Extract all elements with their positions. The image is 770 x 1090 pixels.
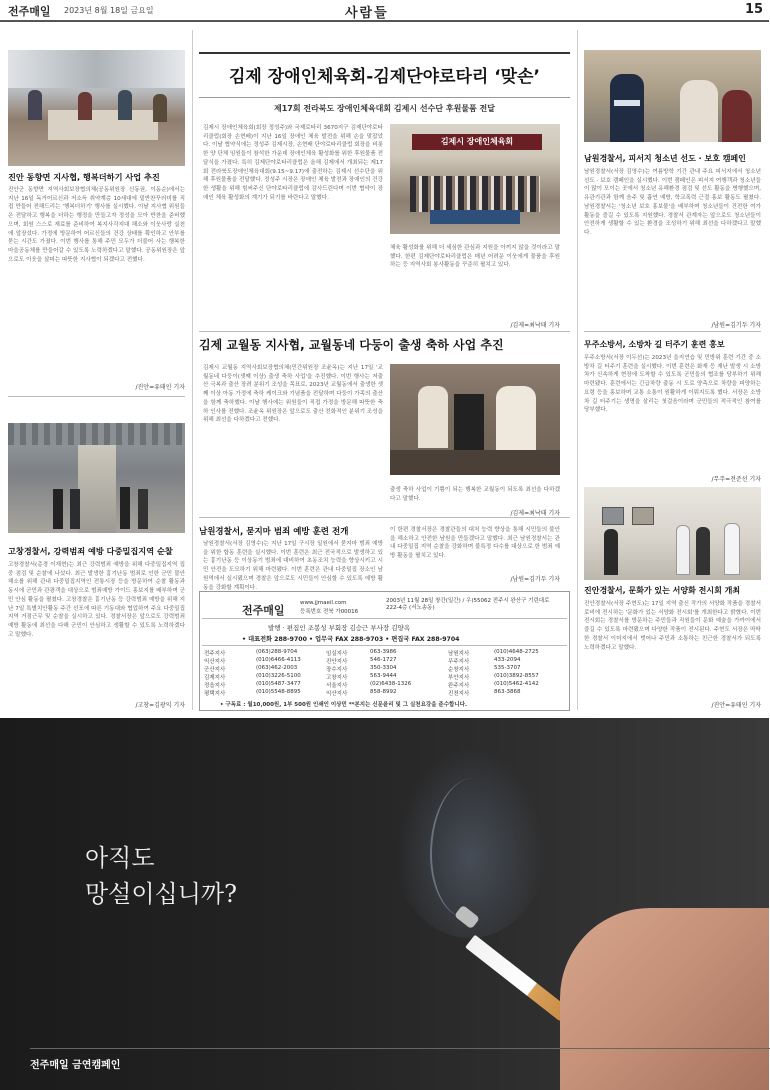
branch-name: 김제지사: [204, 675, 226, 681]
branch-name: 순창지사: [448, 667, 470, 673]
smoke-wisp: [430, 778, 510, 918]
branch-phone: 433-2094: [494, 657, 521, 663]
article-headline: 무주소방서, 소방차 길 터주기 훈련 홍보: [584, 340, 725, 349]
page-number: 15: [745, 2, 764, 17]
article-body: 남원경찰서(서장 김영수)는 지난 17일 구시장 일원에서 묻지마 범죄 예방을 위한 합동 훈련을 실시했다. 이번 훈련은 최근 전국적으로 발생하고 있는 흉기난동 등 이상동기 범죄에 대비하여 초동조치 능력을 향상시키고 시민 안전을 도모하기 위해 마련됐다. 이번 훈련은 관내 다중밀집 장소인 남원역에서 실시됐으며 경찰은 앞으로도 시민들이 안심할 수 있도록 예방 활동을 강화할 계획이다.: [203, 541, 383, 591]
event-banner: [412, 134, 542, 150]
branch-name: 부안지사: [448, 675, 470, 681]
article-byline: /김제=최낙태 기자: [510, 322, 560, 329]
article-body: 진안군 동향면 지역사회보장협의체(공동위원장 신동권, 이동순)에서는 지난 16일 독거어르신과 저소득 취약계층 10세대에 밑반찬꾸러미를 직접 만들어 전해드리는 '행복더하기' 행사를 실시했다. 이날 지사협 위원들은 전달하고 행복을 더하는 행정을 만들고자 정성을 모아 반찬을 준비했으며, 회원 스스로 재료를 준비하여 복지사각지대 해소와 이웃사랑 실천에 앞장섰다. 가정에 방문하여 어르신들의 건강 상태를 확인하고 안부를 묻는 시간도 가졌다. 이번 행사를 통해 주민 모두가 더불어 사는 행복한 마을공동체를 만들어갈 수 있도록 노력하겠다고 말했다. 공동위원장은 앞으로도 이웃을 살피는 따뜻한 지사협이 되겠다고 전했다.: [8, 187, 185, 263]
branch-phone: 063-3986: [370, 649, 397, 655]
section-title: 사람들: [345, 6, 389, 21]
article-body: 체육 활성화를 위해 더 세심한 관심과 지원을 아끼지 않을 것이라고 말했다. 한편 김제단야로타리클럽은 매년 어려운 이웃에게 물품을 후원하는 등 지역사회 봉사활동을 꾸준히 펼치고 있다.: [390, 245, 560, 269]
branch-phone: (010)5487-3477: [256, 681, 301, 687]
article-body: 남원경찰서(서장 김영수)는 여름방학 기간 관내 주요 피서지에서 청소년 선도 · 보호 캠페인을 실시했다. 이번 캠페인은 피서지 여행객과 청소년들이 많이 모이는 곳에서 청소년 유해환경 점검 및 선도 활동을 병행했으며, 유관기관과 함께 음주 및 흡연 예방, 학교폭력 근절 홍보 활동도 펼쳤다. 남원경찰서는 '청소년 보호 홍보물'을 배부하며 청소년들이 건전한 여가 활동을 즐길 수 있도록 지원했다. 경찰서 관계자는 앞으로도 청소년들이 안전하게 생활할 수 있는 환경을 조성하기 위해 최선을 다하겠다고 말했다.: [584, 169, 761, 236]
article-body: 이 한편 경찰서장은 경찰관들의 대처 능력 향상을 통해 시민들의 불안을 해소하고 안전한 남원을 만들겠다고 말했다. 최근 남원경찰서는 관내 다중밀집 지역 순찰을 강화하며 불특정 다수를 대상으로 한 범죄 예방 활동을 펼치고 있다.: [390, 527, 560, 560]
divider: [199, 517, 570, 518]
divider: [202, 618, 567, 619]
cigarette: [465, 935, 569, 1021]
branch-name: 익산지사: [326, 691, 348, 697]
branch-phone: 350-3304: [370, 665, 397, 671]
hand: [560, 908, 769, 1090]
article-byline: /무주=전준선 기자: [711, 476, 761, 483]
branch-name: 정읍지사: [204, 683, 226, 689]
branch-name: 익산지사: [204, 659, 226, 665]
divider: [8, 396, 185, 397]
divider: [584, 331, 761, 332]
article-headline: 남원경찰서, 묻지마 범죄 예방 훈련 전개: [199, 527, 349, 537]
article-byline: /남원=김기두 기자: [711, 322, 761, 329]
anti-smoking-ad: [0, 718, 769, 1090]
page-header: [0, 0, 769, 22]
masthead-contacts: • 대표전화 288-9700 • 업무국 FAX 288-9703 • 편집국 FAX 288-9704: [242, 636, 460, 643]
article-byline: /김제=최낙태 기자: [510, 510, 560, 517]
issue-date: 2023년 8월 18일 금요일: [64, 6, 154, 15]
publication-name: 전주매일: [8, 5, 51, 18]
lead-headline: 김제 장애인체육회-김제단야로타리 ‘맞손’: [229, 67, 540, 87]
branch-name: 진안지사: [326, 659, 348, 665]
article-byline: /남원=김기두 기자: [510, 576, 560, 583]
article-photo-exhibition: [584, 487, 761, 580]
divider: [202, 645, 567, 646]
masthead-address: 2003년 11월 28일 창간(일간) / 우)55062 전주시 완산구 기린대로 222-4층 (서노송동): [386, 598, 550, 611]
article-body: 고창경찰서(총경 이재현)는 최근 강력범죄 예방을 위해 다중밀집지역 집중 점검 및 순찰에 나섰다. 최근 발생한 흉기난동 범죄로 인한 군민 불안 해소를 위해 관내 다중밀집지역인 전통시장 등을 방문하여 순찰 활동과 동시에 군민과 관광객을 대상으로 범죄예방 가이드 홍보지를 배부하며 군민 안심 활동을 펼쳤다. 고창경찰은 흉기난동 등 강력범죄 예방을 위해 지난 7일 특별치안활동 주간 선포에 따른 기동대와 협업하여 주요 다중밀집지역 거점근무 및 순찰을 실시하고 있다. 경찰서장은 앞으로도 강력범죄 예방 활동에 최선을 다해 군민이 안심하고 생활할 수 있도록 노력하겠다고 말했다.: [8, 562, 185, 638]
article-byline: /진안=유태인 기자: [711, 702, 761, 709]
divider: [199, 331, 570, 332]
branch-phone: (010)6466-4113: [256, 657, 301, 663]
branch-name: 군산지사: [204, 667, 226, 673]
masthead-reg: 등록번호 전북 가00016: [300, 609, 359, 615]
article-body: 무주소방서(서장 이두선)는 2023년 을지연습 및 민방위 훈련 기간 중 소방차 길 터주기 훈련을 실시했다. 이번 훈련은 화재 등 재난 발생 시 소방차가 신속하게 현장에 도착할 수 있도록 군민들의 협조를 당부하기 위해 마련됐다. 훈련에서는 긴급차량 출동 시 도로 양측으로 차량을 피양하는 요령 등을 홍보하며 교통 소통이 원활하게 이뤄지도록 했다. 서장은 소방차 길 터주기는 생명을 살리는 첫걸음이라며 군민들의 적극적인 참여를 당부했다.: [584, 355, 761, 414]
branch-name: 무주지사: [448, 659, 470, 665]
branch-phone: 858-8992: [370, 689, 397, 695]
branch-phone: (010)5548-8895: [256, 689, 301, 695]
ad-divider: [30, 1048, 770, 1049]
banner-text: 김제시 장애인체육회: [440, 137, 514, 146]
masthead-box: [199, 591, 570, 711]
article-photo-gochang: [8, 423, 185, 533]
ad-campaign-label: 전주매일 금연캠페인: [30, 1060, 121, 1071]
article-byline: /고창=김광익 기자: [135, 702, 185, 709]
article-photo-family: [390, 364, 560, 475]
branch-name: 서울지사: [326, 683, 348, 689]
branch-name: 진천지사: [448, 691, 470, 697]
article-body: 김제시 교월동 지역사회보장협의체(민간위원장 조윤옥)는 지난 17일 '교월동네 다둥이(셋째 이상) 출생 축하 사업'을 추진했다. 이번 행사는 저출산 극복과 출산 장려 분위기 조성을 목표로, 2023년 교월동에서 출생한 셋째 이상 아동 가정에 축하 케이크와 기념품을 전달하며 다둥이 가족의 출산을 함께 축하했다. 이날 행사에는 위원들이 직접 가정을 방문해 따뜻한 축하 인사를 전했다. 조윤옥 위원장은 앞으로도 출산 친화적인 분위기 조성을 위해 최선을 다하겠다고 전했다.: [203, 365, 383, 424]
ad-headline-1: 아직도: [85, 844, 155, 872]
article-byline: /진안=유태인 기자: [135, 384, 185, 391]
branch-phone: (010)5462-4142: [494, 681, 539, 687]
article-photo-dongyang: [8, 50, 185, 166]
article-body: 진안경찰서(서장 주현도)는 17일 지역 출신 작가의 서양화 작품을 경찰서 로비에 전시하는 '문화가 있는 서양화 전시회'를 개최한다고 밝혔다. 이번 전시회는 경찰서를 방문하는 주민들과 직원들이 문화 예술을 가까이에서 즐길 수 있도록 마련됐으며 다양한 작품이 전시된다. 주현도 서장은 딱딱한 경찰서 이미지에서 벗어나 주민과 소통하는 친근한 경찰서가 되도록 노력하겠다고 말했다.: [584, 601, 762, 651]
masthead-name: 전주매일: [242, 604, 285, 617]
branch-name: 평택지사: [204, 691, 226, 697]
branch-phone: 563-9444: [370, 673, 397, 679]
masthead-footer: • 구독료 : 월10,000원, 1부 500원 인쇄인 이상민 **본지는 신문윤리 및 그 실천요강을 준수합니다.: [220, 702, 468, 708]
article-headline: 고창경찰서, 강력범죄 예방 다중밀집지역 순찰: [8, 546, 173, 556]
branch-name: 임실지사: [326, 651, 348, 657]
branch-name: 남원지사: [448, 651, 470, 657]
branch-phone: 546-1727: [370, 657, 397, 663]
branch-table: [204, 649, 566, 697]
masthead-url: www.jjmaeil.com: [300, 600, 347, 606]
branch-phone: 863-3868: [494, 689, 521, 695]
branch-phone: 535-3707: [494, 665, 521, 671]
column-divider: [577, 30, 578, 710]
branch-phone: (063)462-2003: [256, 665, 298, 671]
branch-phone: (010)3892-8557: [494, 673, 539, 679]
article-headline: 진안 동향면 지사협, 행복더하기 사업 추진: [8, 172, 160, 182]
branch-phone: (010)3226-5100: [256, 673, 301, 679]
branch-name: 고창지사: [326, 675, 348, 681]
column-divider: [192, 30, 193, 710]
branch-name: 전주지사: [204, 651, 226, 657]
branch-name: 완주지사: [448, 683, 470, 689]
branch-name: 장수지사: [326, 667, 348, 673]
article-body: 김제시 장애인체육회(회장 정성주)와 국제로타리 3670지구 김제단야로타리클럽(회장 손현배)이 지난 16일 장애인 체육 발전을 위해 손을 맞잡았다. 이날 협약식에는 정성주 김제시장, 손현배 단야로타리클럽 회장을 비롯한 양 단체 임원들이 참석한 가운데 장애인체육 활성화를 위한 후원물품 전달식을 가졌다. 특히 김제단야로타리클럽은 올해 김제에서 개최되는 제17회 전라북도장애인체육대회(9.15~9.17)에 출전하는 김제시 선수단을 위해 후원물품을 전달했다. 정성주 시장은 장애인 체육 발전과 장애인의 건강한 생활을 위해 힘써주신 단야로타리클럽에 감사드린다며 이번 협약이 장애인 체육 활성화의 계기가 되기를 바란다고 말했다.: [203, 125, 383, 201]
article-headline: 진안경찰서, 문화가 있는 서양화 전시회 개최: [584, 586, 741, 595]
ad-headline-2: 망설이십니까?: [85, 880, 237, 908]
article-photo-namwon: [584, 50, 761, 142]
branch-phone: (010)4648-2725: [494, 649, 539, 655]
article-headline: 남원경찰서, 피서지 청소년 선도 · 보호 캠페인: [584, 154, 746, 163]
masthead-staff: 발행 · 편집인 조봉성 부회장 김승근 부사장 김양옥: [268, 624, 411, 632]
branch-phone: (063)288-9704: [256, 649, 298, 655]
lead-photo: [390, 124, 560, 234]
article-headline: 김제 교월동 지사협, 교월동네 다둥이 출생 축하 사업 추진: [199, 338, 504, 352]
article-body: 출생 축하 사업이 기쁨이 되는 행복한 교월동이 되도록 최선을 다하겠다고 말했다.: [390, 487, 560, 502]
branch-phone: (02)6438-1326: [370, 681, 412, 687]
lead-subhead: 제17회 전라북도 장애인체육대회 김제시 선수단 후원물품 전달: [273, 104, 496, 113]
